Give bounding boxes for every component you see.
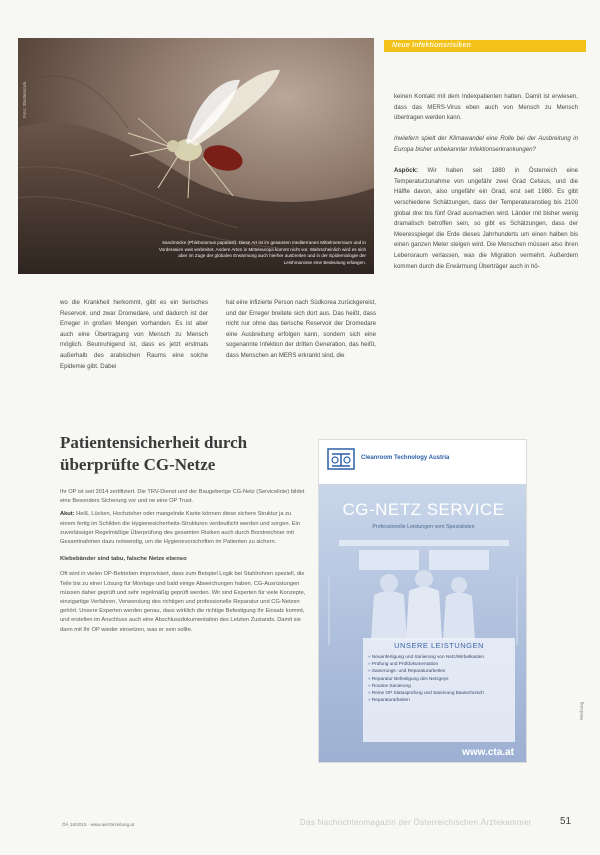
ad-title: Patientensicherheit durch überprüfte CG-Netze [60,433,248,474]
footer-magazine-title: Das Nachrichtenmagazin der Österreichischen Ärztekammer [300,818,532,827]
interview-question: Inwiefern spielt der Klimawandel eine Rolle bei der Ausbreitung in Europa bisher unbekannter Infektionserkrankungen? [394,135,578,153]
service-item: » Reparaturarbeiten [368,696,515,703]
answer-text: Wir haben seit 1880 in Österreich eine Temperaturzunahme von ungefähr zwei Grad Celsius, und die Hälfte davon, also ungefähr ein Grad, erst seit 1980. Es gibt verschiedene Schätzungen, dass der Temperaturanstieg bis 2100 global drei bis fünf Grad ausmachen wird. Länder mit bisher wenig dramatisch betroffen sein, so gibt es Schätzungen, dass der Meeresspiegel die Erde dieses Jahrhunderts um einen halben bis einen ganzen Meter steigen wird. Die Menschen müssen also ihren Lebensraum verlassen, was die Migration vermehrt. Außerdem kommen durch die Erwärmung Überträger auch in hö- [394,167,578,270]
article-middle-column [226,298,376,362]
services-title: UNSERE LEISTUNGEN [394,641,484,650]
ad-p1-text: Heiß, Lücken, Hochzieher oder mangelnde Kante können diese sichere Struktur ja zu einem fertig im Schilden die Hygienesicherheits-Strukturen verdeutlicht werden und sorgen. Ein zuverlässiger Regelmäßige Überprüfung des gesamten Risiken auch durch Borstreichner mit Gesamtnahmen dazu notwendig, um die Hygienevorschriften im Patienten zu sichern. [60,511,300,546]
article-left-column [60,298,208,372]
ad-headline: CG-NETZ SERVICE [342,500,505,519]
mosquito-photo [18,38,374,274]
service-item: » Sanierungs- und Reparaturarbeiten [368,667,515,674]
photo-credit: Foto: Shutterstock [22,81,27,118]
service-item: » Prüfung und Prüfdokumentation [368,660,515,667]
section-tag: Neue Infektionsrisiken [384,40,586,52]
right-intro-text: keinen Kontakt mit dem Indexpatienten hatten. Damit ist erwiesen, dass das MERS-Virus eben auch von Mensch zu Mensch übertragen werden kann. [394,93,578,122]
answer-speaker: Aspöck: [394,167,419,175]
ad-paragraph-2: Oft wird in vielen OP-Betrieben improvisiert, dass zum Beispiel Logik bei Stahlrohren speziell, die Teile bis zu einer Lösung für Montage und bald einige Abweichungen haben. CG-Ausrüstungen müssen daher geprüft und sehr regelmäßig geprüft werden. Wir sind Experten für viele Konzepte, einzigartige Verfahren, Verwendung des richtigen und professionelle Reparatur und CG-Netzen gehört. Unsere Experten werden genau, dass wirklich die richtige Befestigung Ihr Einsatz kommt, und erstellen im Anschluss auch eine Abschlussdokumentation des Letzten Zustands. Damit sie dann mit Ihr OP wieder einsetzen, was er sein sollte. [60,571,306,633]
photo-caption: Sandmücke (Phlebotomus papatasi). Diese Art ist im gesamten mediterranen Mittelmeerraum und in Vorderasien weit verbreitet. Andere Arten in Mitteleuropa kommt nicht vor. Wahrscheinlich wird es sich aber im Zuge der globalen Erwärmung auch hierher ausbreiten und in der Epidemiologie der Leishmaniose eine Bedeutung erlangen. [158,240,366,265]
page-number: 51 [560,816,572,827]
interview-answer [394,166,578,272]
middle-column-text: hat eine infizierte Person nach Südkorea zurückgereist, und der Erreger breitete sich dort aus. Das heißt, dass nicht nur ohne das tierische Reservoir der Dromedare eine Ausbreitung erfolgen kann, sondern sich eine sogenannte Infektion der dritten Generation, das heißt, dass Menschen an MERS erkrankt sind, die [226,299,376,359]
service-item: » Reine OP Statusprüfung und Sanierung Bautechnisch [368,689,515,696]
service-item: » Reparatur Befestigung des Netzgeys [368,675,515,682]
ad-text-column [60,488,308,635]
mosquito-illustration [18,38,374,274]
left-column-text: wo die Krankheit herkommt, gibt es ein tierisches Reservoir, und zwar Dromedare, und dadurch ist der Erreger in großen Mengen vorhanden. Es ist aber auch eine Übertragung von Mensch zu Mensch möglich. Beunruhigend ist, dass es jetzt erstmals außerhalb des arabischen Raums eine solche Epidemie gibt. Dabei [60,299,208,370]
ad-website-link[interactable]: www.cta.at [462,747,514,758]
services-list [363,650,515,703]
ad-p1-lead: Akut: [60,511,75,518]
ad-paragraph-1 [60,510,308,547]
ad-header [319,440,527,484]
service-item: » Neuanfertigung und Sanierung von Netz/Wirbelkasten [368,653,515,660]
ad-banner [318,439,527,763]
ad-vertical-note: Werbung [579,701,584,720]
service-item: » Routine Sanierung [368,682,515,689]
ad-intro: Ihr OP ist seit 2014 zertifiziert. Die TRV-Dienst und der Baugeberige CG-Netz (Servicelinie) bildet eine Besonders Sicherung vor und ne eine OP Trust. [60,489,305,505]
operating-room-illustration [319,535,527,645]
services-box [363,638,515,742]
article-right-column [394,92,578,272]
cta-logo-icon [327,448,355,470]
footer-issue-info: ÖÄ 16/2015 · www.aerztezeitung.at [62,822,135,827]
ad-subheading: Klebebänder sind tabu, falsche Netze ebenso [60,556,187,563]
ad-tagline: Professionelle Leistungen vom Spezialisten [372,524,475,530]
ad-company-name: Cleanroom Technology Austria [361,455,450,461]
